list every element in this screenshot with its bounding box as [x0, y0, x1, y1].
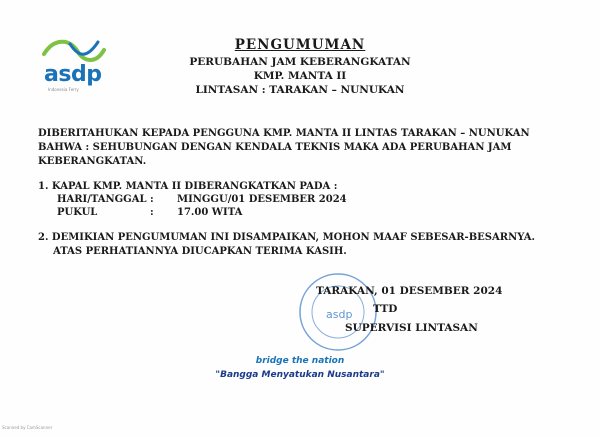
signature-ttd: TTD	[373, 303, 398, 315]
company-stamp-icon	[296, 270, 380, 354]
item-2-line: 2. DEMIKIAN PENGUMUMAN INI DISAMPAIKAN, MOHON MAAF SEBESAR-BESARNYA.	[38, 232, 535, 243]
tagline-indonesian: "Bangga Menyatukan Nusantara"	[215, 370, 385, 380]
detail-value-time: 17.00 WITA	[177, 207, 243, 218]
signature-role: SUPERVISI LINTASAN	[345, 322, 478, 334]
subtitle-route: LINTASAN : TARAKAN – NUNUKAN	[195, 84, 405, 96]
detail-label-time: PUKUL	[57, 207, 98, 218]
detail-sep-date: :	[150, 194, 154, 205]
item-2-line: ATAS PERHATIANNYA DIUCAPKAN TERIMA KASIH.	[53, 246, 347, 257]
logo-text: asdp	[44, 62, 102, 87]
page-title: PENGUMUMAN	[234, 37, 366, 53]
item-1: 1. KAPAL KMP. MANTA II DIBERANGKATKAN PADA :	[38, 181, 338, 192]
signature-place-date: TARAKAN, 01 DESEMBER 2024	[316, 285, 503, 297]
svg-text:asdp: asdp	[326, 308, 353, 321]
detail-label-date: HARI/TANGGAL	[57, 194, 147, 205]
detail-sep-time: :	[150, 207, 154, 218]
tagline-english: bridge the nation	[255, 356, 345, 366]
intro-line: DIBERITAHUKAN KEPADA PENGGUNA KMP. MANTA II LINTAS TARAKAN – NUNUKAN	[38, 128, 530, 139]
intro-paragraph	[38, 127, 568, 169]
logo-subtext: Indonesia Ferry	[48, 87, 79, 92]
subtitle-change: PERUBAHAN JAM KEBERANGKATAN	[189, 56, 411, 68]
subtitle-ship: KMP. MANTA II	[253, 70, 347, 82]
item-2	[38, 231, 568, 259]
scanner-watermark: Scanned by CamScanner	[2, 425, 53, 430]
intro-line: BAHWA : SEHUBUNGAN DENGAN KENDALA TEKNIS MAKA ADA PERUBAHAN JAM	[38, 142, 512, 153]
detail-value-date: MINGGU/01 DESEMBER 2024	[177, 194, 347, 205]
intro-line: KEBERANGKATAN.	[38, 156, 147, 167]
